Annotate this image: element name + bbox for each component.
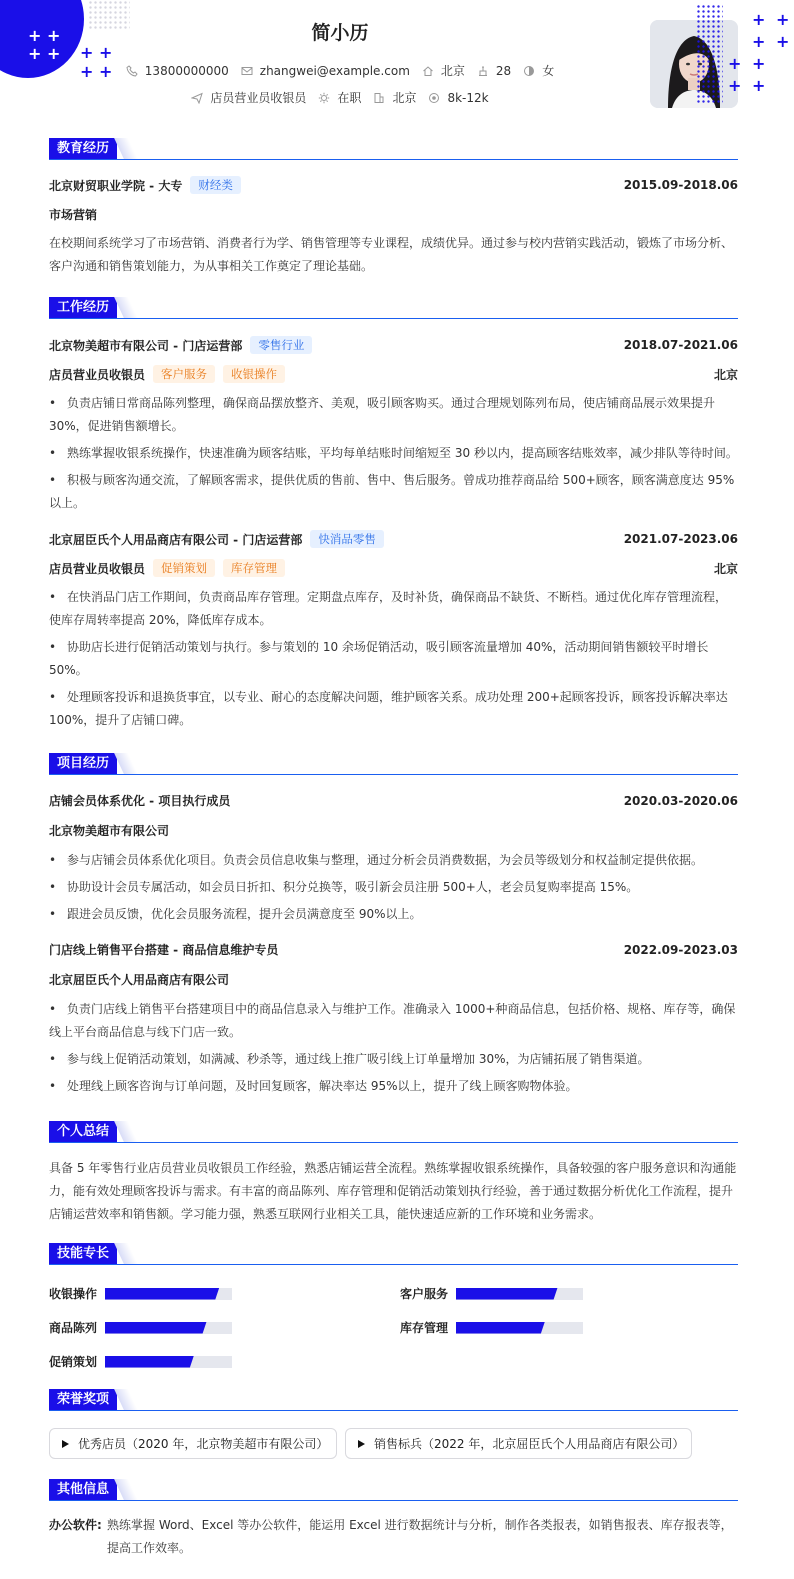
- intention-row: [0, 89, 680, 106]
- skill-item: [49, 1319, 232, 1336]
- list-item: • 参与线上促销活动策划，如满减、秒杀等，通过线上推广吸引线上订单量增加 30%，为店铺拓展了销售渠道。: [49, 1052, 650, 1066]
- section-title-tail: [114, 297, 138, 318]
- age-text: 28: [495, 63, 512, 78]
- mail-icon: [241, 65, 253, 77]
- phone-info: [126, 64, 229, 78]
- skill-bar-fill: [456, 1288, 558, 1300]
- skill-name: 商品陈列: [49, 1321, 98, 1335]
- office-software-row: [49, 1514, 738, 1560]
- school-tag: 财经类: [190, 176, 241, 194]
- honor-card: [345, 1428, 692, 1459]
- honor-text: 销售标兵（2022 年，北京屈臣氏个人用品商店有限公司）: [374, 1437, 685, 1451]
- project-company: 北京物美超市有限公司: [49, 824, 170, 838]
- education-description: 在校期间系统学习了市场营销、消费者行为学、销售管理等专业课程，成绩优异。通过参与校内营销实践活动，锻炼了市场分析、客户沟通和销售策划能力，为从事相关工作奠定了理论基础。: [49, 236, 734, 273]
- location-info: [422, 62, 465, 79]
- work-company-row: [49, 336, 738, 354]
- gender-text: 女: [542, 64, 555, 78]
- section-title-tail: [114, 138, 138, 159]
- section-title: 其他信息: [49, 1479, 117, 1500]
- plus-decoration: +: [776, 32, 790, 51]
- education-section: [49, 138, 738, 273]
- summary-section: [49, 1121, 738, 1221]
- work-section: [49, 297, 738, 727]
- skill-tag: 收银操作: [223, 365, 285, 383]
- section-header: [49, 1243, 738, 1265]
- age-icon: [477, 65, 489, 77]
- skill-bar-fill: [456, 1322, 545, 1334]
- work-date: 2021.07-2023.06: [623, 532, 738, 546]
- project-title-row: [49, 792, 738, 809]
- skill-tag: 促销策划: [153, 559, 215, 577]
- skill-bar: [105, 1288, 232, 1300]
- skill-item: [49, 1285, 232, 1302]
- company-name: 北京屈臣氏个人用品商店有限公司 - 门店运营部: [49, 532, 303, 547]
- skill-bar: [105, 1322, 232, 1334]
- plus-decoration: +: [752, 54, 766, 73]
- plus-decoration: +: [28, 44, 42, 63]
- skill-name: 库存管理: [400, 1321, 449, 1335]
- plus-decoration: +: [80, 43, 94, 62]
- list-item: • 协助设计会员专属活动，如会员日折扣、积分兑换等，吸引新会员注册 500+人，老会员复购率提高 15%。: [49, 880, 639, 894]
- job-target-text: 店员营业员收银员: [210, 91, 307, 105]
- skill-item: [400, 1285, 583, 1302]
- section-title-tail: [114, 1243, 138, 1264]
- skill-item: [400, 1319, 583, 1336]
- skill-bar-fill: [105, 1356, 194, 1368]
- phone-icon: [126, 65, 138, 77]
- plus-decoration: +: [47, 44, 61, 63]
- position-name: 店员营业员收银员: [49, 561, 146, 576]
- status-text: 在职: [337, 91, 362, 105]
- honor-text: 优秀店员（2020 年，北京物美超市有限公司）: [78, 1437, 329, 1451]
- position-name: 店员营业员收银员: [49, 367, 146, 382]
- project-title-row: [49, 941, 738, 958]
- list-item: • 协助店长进行促销活动策划与执行。参与策划的 10 余场促销活动，吸引顾客流量增加 40%，活动期间销售额较平时增长 50%。: [49, 640, 709, 677]
- contact-row: [0, 62, 680, 79]
- skill-bar: [105, 1356, 232, 1368]
- list-item: • 积极与顾客沟通交流，了解顾客需求，提供优质的售前、售中、售后服务。曾成功推荐商品给 500+顾客，顾客满意度达 95%以上。: [49, 473, 735, 510]
- status-info: [318, 89, 361, 106]
- skill-tag: 库存管理: [223, 559, 285, 577]
- education-row: [49, 176, 738, 194]
- section-title: 荣誉奖项: [49, 1389, 117, 1410]
- gender-info: [523, 62, 554, 79]
- other-label: 办公软件:: [49, 1518, 102, 1532]
- section-title: 项目经历: [49, 753, 117, 774]
- skill-bar-fill: [105, 1322, 207, 1334]
- work-city: 北京: [713, 561, 738, 576]
- skill-name: 促销策划: [49, 1355, 98, 1369]
- salary-icon: [428, 92, 440, 104]
- plus-decoration: +: [752, 76, 766, 95]
- work-bullets: [49, 586, 738, 736]
- education-date: 2015.09-2018.06: [623, 178, 738, 192]
- skill-tag: 客户服务: [153, 365, 215, 383]
- project-company-row: [49, 971, 738, 988]
- email-text: zhangwei@example.com: [259, 63, 410, 78]
- company-name: 北京物美超市有限公司 - 门店运营部: [49, 338, 243, 353]
- plus-decoration: +: [728, 76, 742, 95]
- plus-decoration: +: [99, 62, 113, 81]
- project-company: 北京屈臣氏个人用品商店有限公司: [49, 973, 230, 987]
- work-date: 2018.07-2021.06: [623, 338, 738, 352]
- section-title-tail: [114, 1479, 138, 1500]
- list-item: • 负责店铺日常商品陈列整理，确保商品摆放整齐、美观，吸引顾客购买。通过合理规划陈列布局，使店铺商品展示效果提升 30%，促进销售额增长。: [49, 396, 716, 433]
- list-item: • 参与店铺会员体系优化项目。负责会员信息收集与整理，通过分析会员消费数据，为会员等级划分和权益制定提供依据。: [49, 853, 704, 867]
- home-icon: [422, 65, 434, 77]
- plus-decoration: +: [776, 10, 790, 29]
- status-icon: [318, 92, 330, 104]
- section-header: [49, 1479, 738, 1501]
- job-target-info: [191, 89, 306, 106]
- send-icon: [191, 92, 203, 104]
- salary-text: 8k-12k: [447, 90, 489, 105]
- other-section: [49, 1479, 738, 1555]
- section-title-tail: [114, 1389, 138, 1410]
- plus-decoration: +: [752, 32, 766, 51]
- honor-card: [49, 1428, 337, 1459]
- skill-bar: [456, 1288, 583, 1300]
- phone-text: 13800000000: [144, 63, 229, 78]
- section-title: 教育经历: [49, 138, 117, 159]
- section-title-tail: [114, 1121, 138, 1142]
- list-item: • 熟练掌握收银系统操作，快速准确为顾客结账，平均每单结账时间缩短至 30 秒以内，提高顾客结账效率，减少排队等待时间。: [49, 446, 738, 460]
- plus-decoration: +: [752, 10, 766, 29]
- section-title: 工作经历: [49, 297, 117, 318]
- list-item: • 在快消品门店工作期间，负责商品库存管理。定期盘点库存，及时补货，确保商品不缺货、不断档。通过优化库存管理流程，使库存周转率提高 20%，降低库存成本。: [49, 590, 728, 627]
- section-title: 个人总结: [49, 1121, 117, 1142]
- list-item: • 处理线上顾客咨询与订单问题，及时回复顾客，解决率达 95%以上，提升了线上顾客购物体验。: [49, 1079, 578, 1093]
- plus-decoration: +: [80, 62, 94, 81]
- plus-decoration: +: [28, 26, 42, 45]
- work-city: 北京: [713, 367, 738, 382]
- project-date: 2020.03-2020.06: [623, 793, 738, 808]
- work-bullets: [49, 392, 738, 519]
- salary-info: [428, 91, 488, 105]
- section-header: [49, 297, 738, 319]
- target-city-info: [373, 89, 416, 106]
- work-company-row: [49, 530, 738, 548]
- skill-item: [49, 1353, 232, 1370]
- project-company-row: [49, 822, 738, 839]
- section-title-tail: [114, 753, 138, 774]
- skill-bar: [456, 1322, 583, 1334]
- section-title: 技能专长: [49, 1243, 117, 1264]
- school-name: 北京财贸职业学院 - 大专: [49, 178, 183, 193]
- triangle-right-icon: [358, 1440, 365, 1448]
- section-header: [49, 1121, 738, 1143]
- plus-decoration: +: [728, 54, 742, 73]
- major-row: [49, 206, 738, 223]
- target-city-text: 北京: [392, 91, 417, 105]
- honors-section: [49, 1389, 738, 1451]
- industry-tag: 快消品零售: [310, 530, 384, 548]
- gender-icon: [523, 65, 535, 77]
- age-info: [477, 64, 511, 78]
- project-date: 2022.09-2023.03: [623, 942, 738, 957]
- project-bullets: [49, 849, 738, 930]
- projects-section: [49, 753, 738, 1093]
- plus-decoration: +: [47, 26, 61, 45]
- list-item: • 负责门店线上销售平台搭建项目中的商品信息录入与维护工作。准确录入 1000+种商品信息，包括价格、规格、库存等，确保线上平台商品信息与线下门店一致。: [49, 1002, 736, 1039]
- email-info: [241, 64, 410, 78]
- section-header: [49, 1389, 738, 1411]
- project-title: 店铺会员体系优化 - 项目执行成员: [49, 794, 231, 808]
- resume-header: [0, 0, 794, 120]
- skills-section: [49, 1243, 738, 1369]
- section-header: [49, 138, 738, 160]
- skill-name: 客户服务: [400, 1287, 449, 1301]
- project-bullets: [49, 998, 738, 1102]
- location-text: 北京: [440, 64, 465, 78]
- skill-bar-fill: [105, 1288, 219, 1300]
- work-position-row: [49, 559, 738, 577]
- project-title: 门店线上销售平台搭建 - 商品信息维护专员: [49, 943, 279, 957]
- section-header: [49, 753, 738, 775]
- triangle-right-icon: [62, 1440, 69, 1448]
- major-name: 市场营销: [49, 208, 98, 222]
- list-item: • 跟进会员反馈，优化会员服务流程，提升会员满意度至 90%以上。: [49, 907, 422, 921]
- skill-name: 收银操作: [49, 1287, 98, 1301]
- summary-text: 具备 5 年零售行业店员营业员收银员工作经验，熟悉店铺运营全流程。熟练掌握收银系统操作，具备较强的客户服务意识和沟通能力，能有效处理顾客投诉与需求。有丰富的商品陈列、库存管理和促销活动策划执行经验，善于通过数据分析优化工作流程，提升店铺运营效率和销售额。学习能力强，熟悉互联网行业相关工具，能快速适应新的工作环境和业务需求。: [49, 1161, 737, 1221]
- candidate-name: 简小历: [311, 22, 369, 44]
- work-position-row: [49, 365, 738, 383]
- plus-decoration: +: [99, 43, 113, 62]
- other-text: 熟练掌握 Word、Excel 等办公软件，能运用 Excel 进行数据统计与分析，制作各类报表，如销售报表、库存报表等，提高工作效率。: [107, 1518, 733, 1555]
- list-item: • 处理顾客投诉和退换货事宜，以专业、耐心的态度解决问题，维护顾客关系。成功处理 200+起顾客投诉，顾客投诉解决率达 100%，提升了店铺口碑。: [49, 690, 728, 727]
- building-icon: [373, 92, 385, 104]
- industry-tag: 零售行业: [250, 336, 312, 354]
